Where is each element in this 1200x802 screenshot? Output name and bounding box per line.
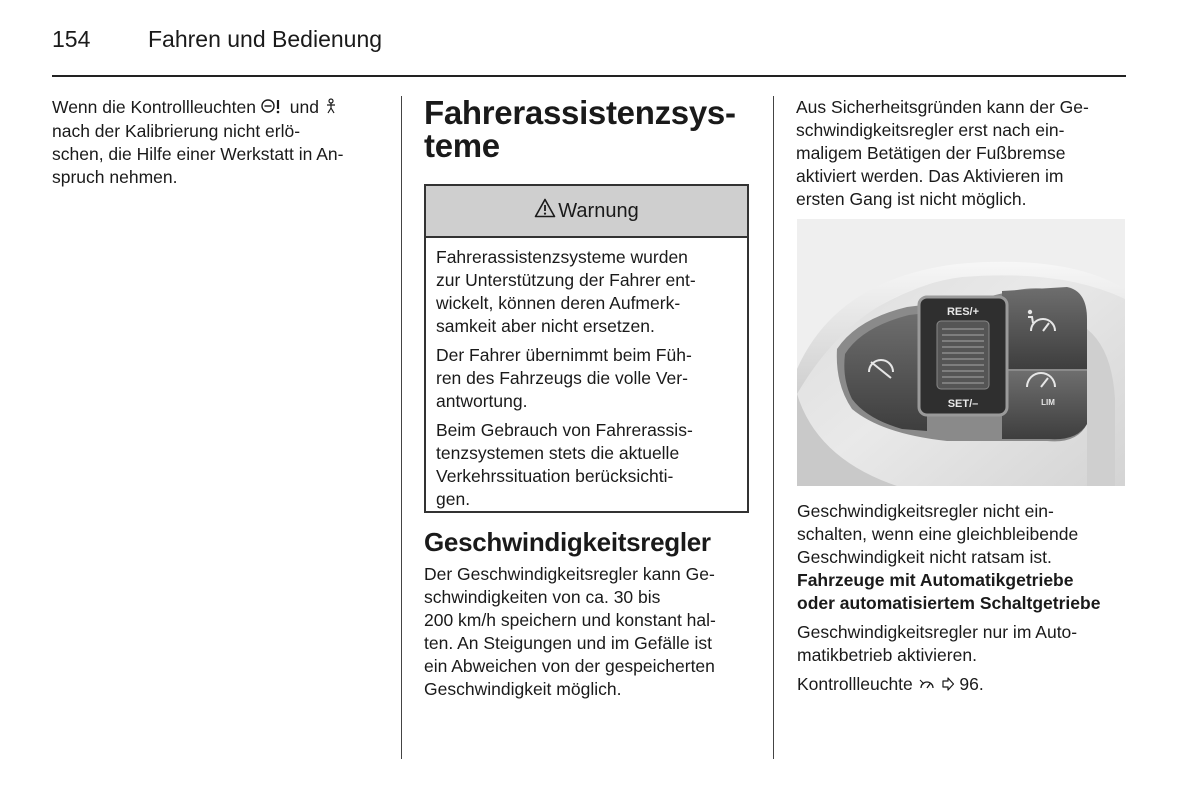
warning-triangle-icon [534,198,558,224]
header-rule [52,75,1126,77]
cruise-warning-note: Geschwindigkeitsregler nicht ein- schalten, wenn eine gleichbleibende Geschwindigkeit nicht ratsam ist. [797,501,1079,567]
set-minus-label: SET/– [947,398,979,410]
distance-warning-icon [261,97,285,120]
activation-note: Aus Sicherheitsgründen kann der Ge- schwindigkeitsregler erst nach ein- maligem Betätigen der Fußbremse aktiviert werden. Das Aktivieren im ersten Gang ist nicht möglich. [796,97,1089,209]
column-right [796,96,1126,211]
page-number: 154 [52,26,91,52]
warning-paragraph: Beim Gebrauch von Fahrerassis- tenzsystemen stets die aktuelle Verkehrssituation berücksichti- gen. [436,420,693,509]
warning-paragraph: Der Fahrer übernimmt beim Füh- ren des Fahrzeugs die volle Ver- antwortung. [436,345,692,411]
indicator-reference: Kontrollleuchte 96. [797,673,1127,697]
pedestrian-detection-icon [324,97,338,120]
column-divider-2 [773,96,774,759]
page-reference-arrow-icon [941,674,955,697]
res-plus-label: RES/+ [946,306,980,318]
section-heading-driver-assistance: Fahrerassistenzsys- teme [424,94,736,164]
column-middle [424,96,754,162]
subheading-automatic-transmission: Fahrzeuge mit Automatikgetriebe oder automatisiertem Schaltgetriebe [797,570,1101,613]
column-divider-1 [401,96,402,759]
warning-box [424,184,749,513]
column-left [52,96,382,189]
column-right-lower [797,500,1127,697]
lim-label: LIM [1041,398,1055,407]
warning-body [426,238,747,511]
warning-paragraph: Fahrerassistenzsysteme wurden zur Unterstützung der Fahrer ent- wickelt, können deren Aufmerk- samkeit aber nicht ersetzen. [436,247,696,336]
warning-header [426,186,747,238]
section-heading-cruise-control: Geschwindigkeitsregler [424,527,711,557]
warning-title: Warnung [558,199,639,222]
calibration-note: Wenn die Kontrollleuchten und nach der Kalibrierung nicht erlö- schen, die Hilfe einer Werkstatt in An- spruch nehmen. [52,97,344,187]
automatic-mode-note: Geschwindigkeitsregler nur im Auto- matikbetrieb aktivieren. [797,622,1078,665]
cruise-control-section [424,527,754,701]
cruise-control-description: Der Geschwindigkeitsregler kann Ge- schwindigkeiten von ca. 30 bis 200 km/h speichern und konstant hal- ten. An Steigungen und im Gefälle ist ein Abweichen von der gespeicherten Geschwindigkeit möglich. [424,564,716,699]
cruise-control-indicator-icon [918,674,936,697]
reference-page-link[interactable]: 96. [959,674,984,694]
chapter-title: Fahren und Bedienung [148,26,383,52]
steering-wheel-controls-figure [797,219,1125,486]
